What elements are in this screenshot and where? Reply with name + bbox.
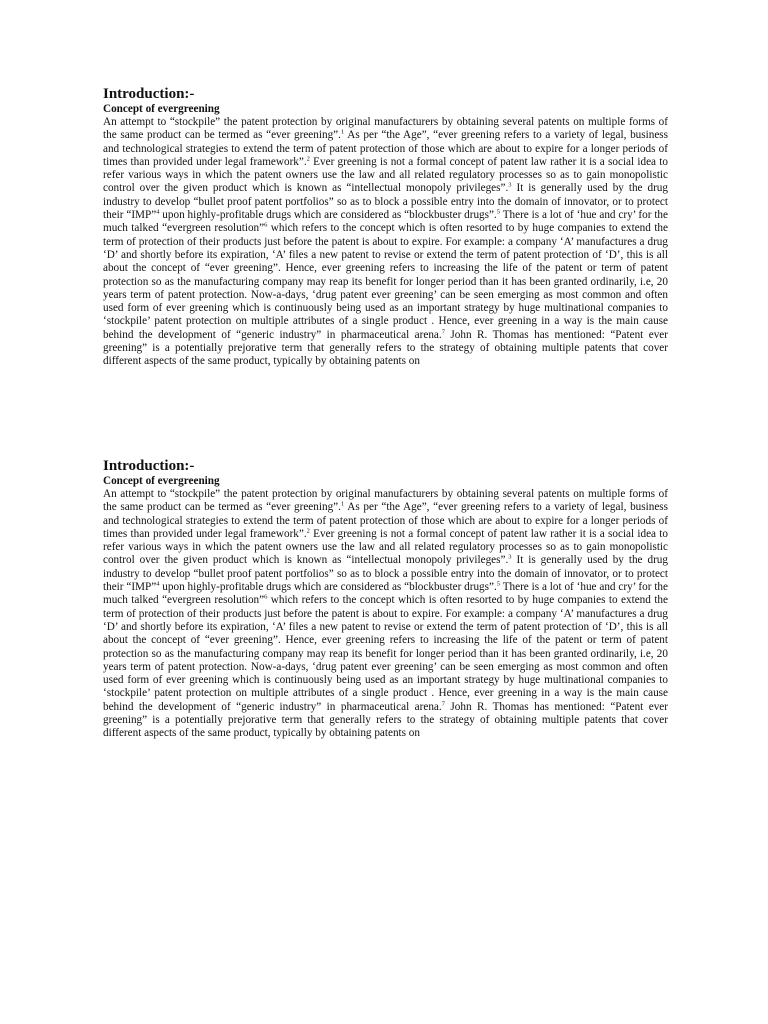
footnote-ref-3[interactable]: 3: [508, 553, 512, 561]
footnote-ref-1[interactable]: 1: [340, 128, 345, 136]
sentence-4: It is generally used by the drug industry to develop “bullet proof patent portfolios” so as to block a possible entry into the domain of innovator, or to protect their “IMP”: [103, 182, 668, 222]
sentence-6: There is a lot of ‘hue and cry’ for the much talked “evergreen resolution”: [103, 581, 668, 607]
sentence-8: John R. Thomas has mentioned: “Patent ever greening” is a potentially prejorative term that generally refers to the strategy of obtaining multiple patents that cover different aspects of the same product, typically by obtaining patents on: [103, 700, 669, 740]
footnote-ref-4[interactable]: 4: [156, 208, 160, 216]
introduction-heading: Introduction:-: [103, 458, 195, 474]
footnote-ref-5[interactable]: 5: [496, 580, 501, 588]
body-paragraph: [103, 116, 668, 369]
sentence-7: which refers to the concept which is often resorted to by huge companies to extend the term of protection of their products just before the patent is about to expire. For example: a company ‘A’ manufactures a drug ‘D’ and shortly before its expiration, ‘A’ files a new patent to revise or extend the term of patent protection of ‘D’, this is all about the concept of “ever greening”. Hence, ever greening refers to increasing the life of the patent or term of patent protection so as the manufacturing company may reap its benefit for longer period than it has been granted ordinarily, i.e, 20 years term of patent protection. Now-a-days, ‘drug patent ever greening’ can be seen emerging as most common and often used form of ever greening which is continuously being used as an important strategy by huge multinational companies to ‘stockpile’ patent protection on multiple attributes of a single product . Hence, ever greening in a way is the main cause behind the development of “generic industry” in pharmaceutical arena.: [103, 222, 668, 341]
footnote-ref-4[interactable]: 4: [156, 580, 160, 588]
sentence-3: Ever greening is not a formal concept of patent law rather it is a social idea to refer various ways in which the patent owners use the law and all related regulatory processes so as to gain monopolistic control over the given product which is known as “intellectual monopoly privileges”.: [103, 527, 668, 567]
footnote-ref-3[interactable]: 3: [508, 181, 512, 189]
sentence-1: An attempt to “stockpile” the patent protection by original manufacturers by obtaining several patents on multiple forms of the same product can be termed as “ever greening”.: [103, 116, 668, 142]
sentence-2: As per “the Age”, “ever greening refers to a variety of legal, business and technological strategies to extend the term of patent protection of those which are about to expire for a longer periods of times than provided under legal framework”.: [103, 501, 668, 540]
sentence-1: An attempt to “stockpile” the patent protection by original manufacturers by obtaining several patents on multiple forms of the same product can be termed as “ever greening”.: [103, 488, 668, 514]
footnote-ref-5[interactable]: 5: [496, 208, 501, 216]
sentence-7: which refers to the concept which is often resorted to by huge companies to extend the term of protection of their products just before the patent is about to expire. For example: a company ‘A’ manufactures a drug ‘D’ and shortly before its expiration, ‘A’ files a new patent to revise or extend the term of patent protection of ‘D’, this is all about the concept of “ever greening”. Hence, ever greening refers to increasing the life of the patent or term of patent protection so as the manufacturing company may reap its benefit for longer period than it has been granted ordinarily, i.e, 20 years term of patent protection. Now-a-days, ‘drug patent ever greening’ can be seen emerging as most common and often used form of ever greening which is continuously being used as an important strategy by huge multinational companies to ‘stockpile’ patent protection on multiple attributes of a single product . Hence, ever greening in a way is the main cause behind the development of “generic industry” in pharmaceutical arena.: [103, 594, 668, 713]
footnote-ref-1[interactable]: 1: [340, 500, 345, 508]
sentence-8: John R. Thomas has mentioned: “Patent ever greening” is a potentially prejorative term that generally refers to the strategy of obtaining multiple patents that cover different aspects of the same product, typically by obtaining patents on: [103, 328, 669, 368]
sentence-6: There is a lot of ‘hue and cry’ for the much talked “evergreen resolution”: [103, 209, 668, 235]
document-section-2: [103, 458, 668, 741]
sentence-3: Ever greening is not a formal concept of patent law rather it is a social idea to refer various ways in which the patent owners use the law and all related regulatory processes so as to gain monopolistic control over the given product which is known as “intellectual monopoly privileges”.: [103, 155, 668, 195]
concept-of-evergreening-heading: Concept of evergreening: [103, 475, 220, 487]
footnote-ref-7[interactable]: 7: [441, 700, 445, 708]
sentence-2: As per “the Age”, “ever greening refers to a variety of legal, business and technological strategies to extend the term of patent protection of those which are about to expire for a longer periods of times than provided under legal framework”.: [103, 129, 668, 168]
footnote-ref-7[interactable]: 7: [441, 328, 445, 336]
sentence-4: It is generally used by the drug industry to develop “bullet proof patent portfolios” so as to block a possible entry into the domain of innovator, or to protect their “IMP”: [103, 554, 668, 594]
sentence-5: upon highly-profitable drugs which are considered as “blockbuster drugs”.: [159, 209, 497, 222]
sentence-5: upon highly-profitable drugs which are considered as “blockbuster drugs”.: [159, 581, 497, 594]
body-paragraph: [103, 488, 668, 741]
footnote-ref-2[interactable]: 2: [306, 527, 310, 535]
introduction-heading: Introduction:-: [103, 86, 195, 102]
footnote-ref-6[interactable]: 6: [264, 221, 268, 229]
concept-of-evergreening-heading: Concept of evergreening: [103, 103, 220, 115]
footnote-ref-2[interactable]: 2: [306, 155, 310, 163]
footnote-ref-6[interactable]: 6: [264, 593, 268, 601]
document-section-1: [103, 86, 668, 369]
